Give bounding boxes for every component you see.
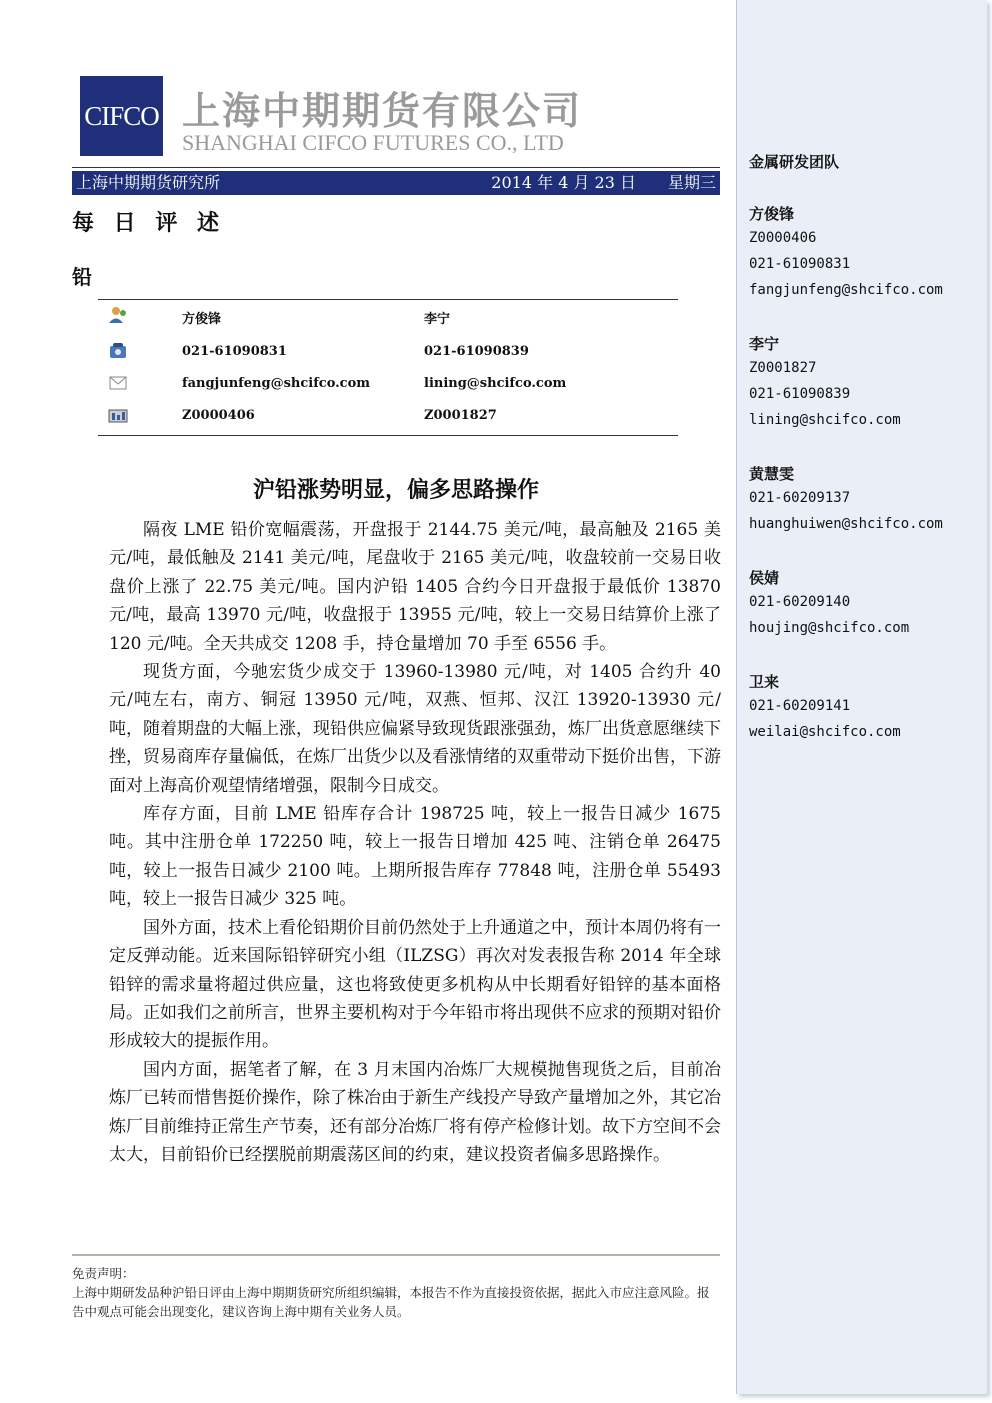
header-bar bbox=[72, 171, 720, 195]
section-title: 每 日 评 述 bbox=[72, 210, 225, 236]
paragraph-spot: 现货方面，今驰宏货少成交于 13960-13980 元/吨，对 1405 合约升 40 元/吨左右，南方、铜冠 13950 元/吨，双燕、恒邦、汉江 13920-13930 元/吨，随着期盘的大幅上涨，现铅供应偏紧导致现货跟涨强劲，炼厂出货意愿继续下挫，贸易商库存量偏低，在炼厂出货少以及看涨情绪的双重带动下挺价出售，下游面对上海高价观望情绪增强，限制今日成交。 bbox=[109, 662, 721, 796]
member-email: lining@shcifco.com bbox=[749, 412, 901, 428]
contact-name-1: 方俊锋 bbox=[182, 312, 222, 327]
member-phone: 021-61090831 bbox=[749, 256, 851, 272]
contact-phone-2: 021-61090839 bbox=[424, 344, 529, 359]
member-name: 方俊锋 bbox=[749, 205, 795, 223]
report-title: 沪铅涨势明显，偏多思路操作 bbox=[252, 477, 539, 503]
contact-email-2: lining@shcifco.com bbox=[424, 376, 567, 391]
member-phone: 021-60209141 bbox=[749, 698, 851, 714]
member-phone: 021-61090839 bbox=[749, 386, 851, 402]
member-name: 侯婧 bbox=[749, 569, 780, 587]
contact-email-1: fangjunfeng@shcifco.com bbox=[182, 376, 371, 391]
member-id: Z0001827 bbox=[749, 360, 817, 376]
contact-row-id bbox=[98, 406, 678, 426]
member-name: 黄慧雯 bbox=[749, 465, 795, 483]
member-email: huanghuiwen@shcifco.com bbox=[749, 516, 943, 532]
member-name: 卫来 bbox=[749, 673, 780, 691]
phone-icon bbox=[108, 342, 128, 360]
contact-phone-1: 021-61090831 bbox=[182, 344, 287, 359]
report-body bbox=[109, 516, 721, 1169]
disclaimer bbox=[72, 1264, 720, 1321]
member-id: Z0000406 bbox=[749, 230, 817, 246]
commodity-title: 铅 bbox=[72, 265, 92, 289]
paragraph-domestic: 国内方面，据笔者了解，在 3 月末国内冶炼厂大规模抛售现货之后，目前冶炼厂已转而惜售挺价操作，除了株冶由于新生产线投产导致产量增加之外，其它冶炼厂目前维持正常生产节奏，还有部分冶炼厂将有停产检修计划。故下方空间不会太大，目前铅价已经摆脱前期震荡区间的约束，建议投资者偏多思路操作。 bbox=[109, 1059, 721, 1165]
team-title: 金属研发团队 bbox=[749, 153, 840, 171]
paragraph-inventory: 库存方面，目前 LME 铅库存合计 198725 吨，较上一报告日减少 1675 吨。其中注册仓单 172250 吨，较上一报告日增加 425 吨、注销仓单 26475 吨，较上一报告日减少 2100 吨。上期所报告库存 77848 吨，注册仓单 55493 吨，较上一报告日减少 325 吨。 bbox=[109, 804, 721, 910]
institute-name: 上海中期期货研究所 bbox=[76, 173, 221, 192]
contact-row-name bbox=[98, 306, 678, 326]
member-name: 李宁 bbox=[749, 335, 780, 353]
member-email: fangjunfeng@shcifco.com bbox=[749, 282, 943, 298]
analyst-contact-table bbox=[98, 299, 678, 436]
report-date: 2014 年 4 月 23 日 bbox=[491, 173, 636, 192]
contact-row-email bbox=[98, 374, 678, 394]
company-name-cn: 上海中期期货有限公司 bbox=[182, 89, 583, 133]
id-card-icon bbox=[108, 406, 128, 424]
disclaimer-text: 上海中期研发品种沪铅日评由上海中期期货研究所组织编辑，本报告不作为直接投资依据，据此入市应注意风险。报告中观点可能会出现变化，建议咨询上海中期有关业务人员。 bbox=[72, 1285, 710, 1319]
research-team-sidebar bbox=[736, 0, 987, 1394]
company-name-en: SHANGHAI CIFCO FUTURES CO., LTD bbox=[182, 130, 564, 155]
member-phone: 021-60209137 bbox=[749, 490, 851, 506]
contact-name-2: 李宁 bbox=[424, 312, 451, 327]
member-email: houjing@shcifco.com bbox=[749, 620, 910, 636]
paragraph-overseas: 国外方面，技术上看伦铅期价目前仍然处于上升通道之中，预计本周仍将有一定反弹动能。近来国际铅锌研究小组（ILZSG）再次对发表报告称 2014 年全球铅锌的需求量将超过供应量，这也将致使更多机构从中长期看好铅锌的基本面格局。正如我们之前所言，世界主要机构对于今年铅市将出现供不应求的预期对铅价形成较大的提振作用。 bbox=[109, 917, 721, 1052]
member-phone: 021-60209140 bbox=[749, 594, 851, 610]
contact-id-2: Z0001827 bbox=[424, 408, 497, 423]
paragraph-lme: 隔夜 LME 铅价宽幅震荡，开盘报于 2144.75 美元/吨，最高触及 2165 美元/吨，最低触及 2141 美元/吨，尾盘收于 2165 美元/吨，收盘较前一交易日收盘价上涨了 22.75 美元/吨。国内沪铅 1405 合约今日开盘报于最低价 13870 元/吨，最高 13970 元/吨，收盘报于 13955 元/吨，较上一交易日结算价上涨了 120 元/吨。全天共成交 1208 手，持仓量增加 70 手至 6556 手。 bbox=[109, 520, 721, 654]
envelope-icon bbox=[108, 374, 128, 392]
contact-id-1: Z0000406 bbox=[182, 408, 255, 423]
header-divider bbox=[72, 167, 720, 168]
company-logo: CIFCO bbox=[80, 76, 163, 156]
member-email: weilai@shcifco.com bbox=[749, 724, 901, 740]
disclaimer-title: 免责声明： bbox=[72, 1266, 135, 1281]
person-icon bbox=[108, 306, 128, 324]
contact-row-phone bbox=[98, 342, 678, 362]
report-weekday: 星期三 bbox=[667, 173, 716, 192]
disclaimer-divider bbox=[72, 1254, 720, 1256]
